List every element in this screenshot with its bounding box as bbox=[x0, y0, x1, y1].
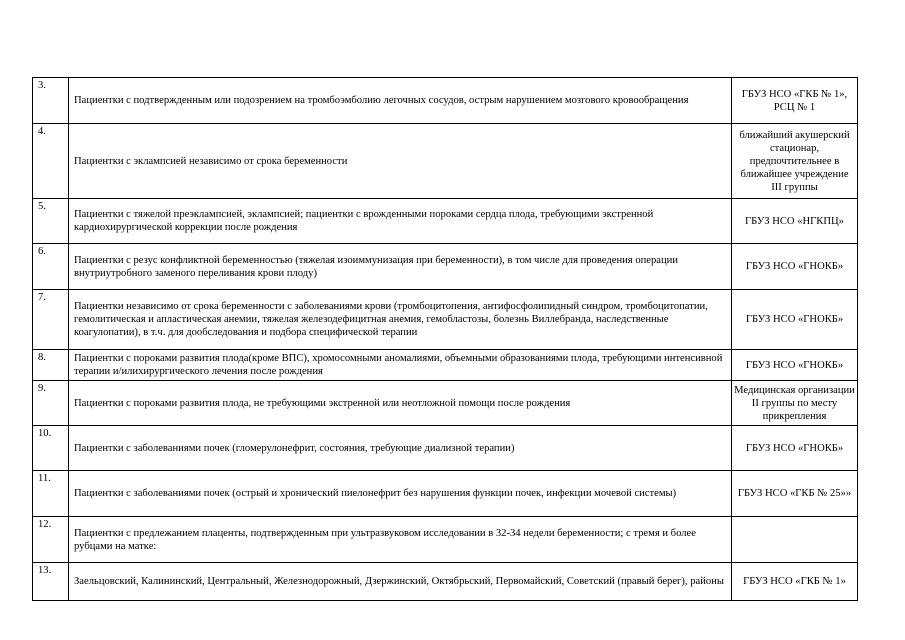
row-number: 9. bbox=[33, 381, 69, 426]
table-row bbox=[33, 517, 858, 563]
medical-institution: ГБУЗ НСО «ГНОКБ» bbox=[732, 244, 858, 290]
table-row bbox=[33, 124, 858, 199]
row-number: 7. bbox=[33, 290, 69, 350]
row-number: 5. bbox=[33, 199, 69, 244]
row-number: 10. bbox=[33, 426, 69, 471]
patient-category: Заельцовский, Калининский, Центральный, Железнодорожный, Дзержинский, Октябрьский, Первомайский, Советский (правый берег), районы bbox=[69, 563, 732, 601]
medical-institution: ГБУЗ НСО «ГКБ № 25»» bbox=[732, 471, 858, 517]
row-number: 4. bbox=[33, 124, 69, 199]
patient-category: Пациентки с заболеваниями почек (острый и хронический пиелонефрит без нарушения функции почек, инфекции мочевой системы) bbox=[69, 471, 732, 517]
row-number: 12. bbox=[33, 517, 69, 563]
row-number: 3. bbox=[33, 78, 69, 124]
patient-category: Пациентки независимо от срока беременности с заболеваниями крови (тромбоцитопения, антифосфолипидный синдром, тромбоцитопатии, гемолитическая и апластическая анемии, тяжелая железодефицитная анемия, гемобластозы, болезнь Виллебранда, наследственные коагулопатии), в т.ч. для дообследования и подбора специфической терапии bbox=[69, 290, 732, 350]
table-row bbox=[33, 199, 858, 244]
row-number: 11. bbox=[33, 471, 69, 517]
row-number: 8. bbox=[33, 350, 69, 381]
patient-category: Пациентки с пороками развития плода, не требующими экстренной или неотложной помощи после рождения bbox=[69, 381, 732, 426]
medical-institution: ГБУЗ НСО «ГНОКБ» bbox=[732, 350, 858, 381]
medical-institution bbox=[732, 517, 858, 563]
table-row bbox=[33, 244, 858, 290]
patient-category: Пациентки с эклампсией независимо от срока беременности bbox=[69, 124, 732, 199]
medical-institution: ГБУЗ НСО «ГНОКБ» bbox=[732, 426, 858, 471]
table-row bbox=[33, 350, 858, 381]
medical-institution: ГБУЗ НСО «НГКПЦ» bbox=[732, 199, 858, 244]
patient-category: Пациентки с резус конфликтной беременностью (тяжелая изоиммунизация при беременности), в том числе для проведения операции внутриутробного заменого переливания крови плоду) bbox=[69, 244, 732, 290]
medical-institution: ближайший акушерский стационар, предпочтительнее в ближайшее учреждение III группы bbox=[732, 124, 858, 199]
table-row bbox=[33, 426, 858, 471]
patient-category: Пациентки с пороками развития плода(кроме ВПС), хромосомными аномалиями, объемными образованиями плода, требующими интенсивной терапии и/илихирургического лечения после рождения bbox=[69, 350, 732, 381]
row-number: 13. bbox=[33, 563, 69, 601]
table-row bbox=[33, 471, 858, 517]
table-row bbox=[33, 381, 858, 426]
table-row bbox=[33, 290, 858, 350]
table-row bbox=[33, 78, 858, 124]
medical-institution: Медицинская организации II группы по месту прикрепления bbox=[732, 381, 858, 426]
routing-table bbox=[32, 77, 858, 601]
medical-institution: ГБУЗ НСО «ГНОКБ» bbox=[732, 290, 858, 350]
patient-category: Пациентки с подтвержденным или подозрением на тромбоэмболию легочных сосудов, острым нарушением мозгового кровообращения bbox=[69, 78, 732, 124]
patient-category: Пациентки с предлежанием плаценты, подтвержденным при ультразвуковом исследовании в 32-34 недели беременности; с тремя и более рубцами на матке: bbox=[69, 517, 732, 563]
patient-category: Пациентки с тяжелой преэклампсией, эклампсией; пациентки с врожденными пороками сердца плода, требующими экстренной кардиохирургической коррекции после рождения bbox=[69, 199, 732, 244]
medical-institution: ГБУЗ НСО «ГКБ № 1» bbox=[732, 563, 858, 601]
medical-institution: ГБУЗ НСО «ГКБ № 1», РСЦ № 1 bbox=[732, 78, 858, 124]
table-row bbox=[33, 563, 858, 601]
patient-category: Пациентки с заболеваниями почек (гломерулонефрит, состояния, требующие диализной терапии) bbox=[69, 426, 732, 471]
row-number: 6. bbox=[33, 244, 69, 290]
